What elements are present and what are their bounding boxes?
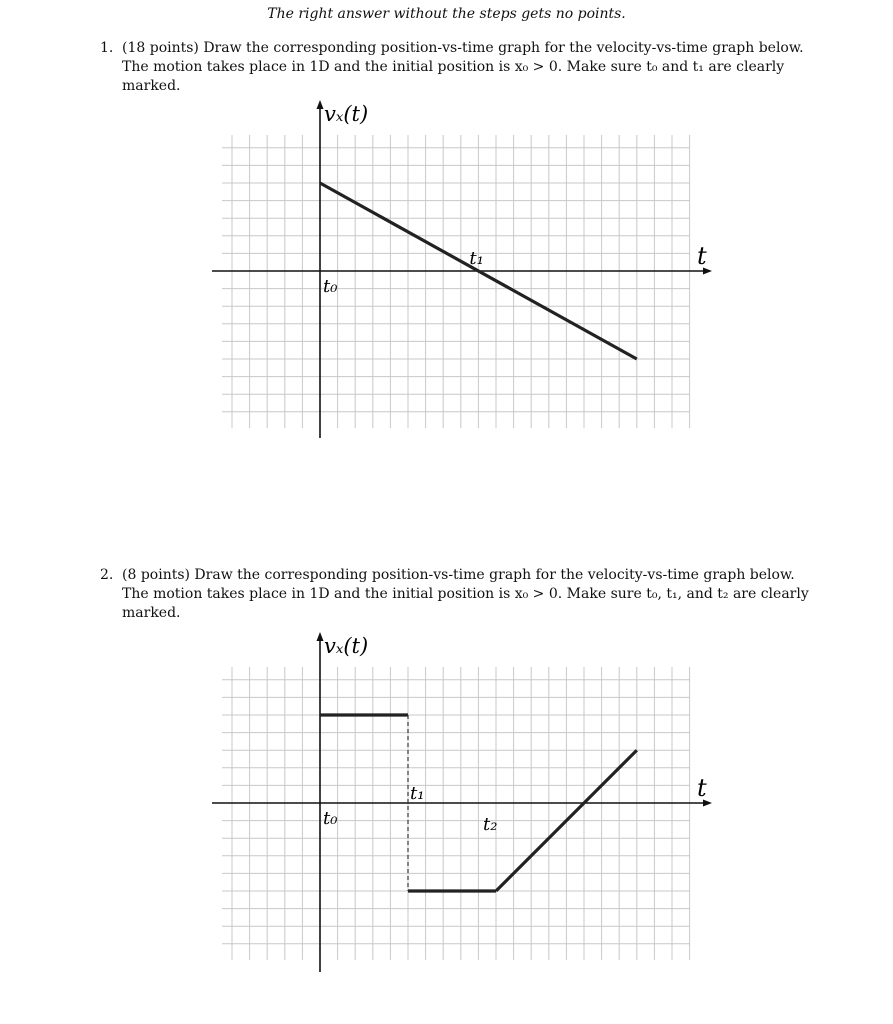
graph-1-grid — [222, 135, 690, 428]
marker-t2-label: t₂ — [483, 814, 498, 835]
marker-t1-label: t₁ — [469, 248, 484, 269]
marker-t0-label: t₀ — [323, 808, 338, 829]
velocity-graph-2 — [212, 632, 712, 972]
question-1-number: 1. — [100, 40, 114, 56]
marker-t0-label: t₀ — [323, 276, 338, 297]
question-1-text: (18 points) Draw the corresponding position-vs-time graph for the velocity-vs-time graph below. The motion takes place in 1D and the initial position is x₀ > 0. Make sure t₀ and t₁ are clearly marked. — [122, 40, 804, 94]
x-axis-label: t — [697, 774, 707, 802]
marker-t1-label: t₁ — [410, 783, 425, 804]
y-axis-arrowhead — [317, 632, 324, 641]
y-axis-arrowhead — [317, 100, 324, 109]
y-axis-label: vₓ(t) — [324, 102, 369, 126]
graph-2-grid — [222, 667, 690, 960]
y-axis-label: vₓ(t) — [324, 634, 369, 658]
x-axis-label: t — [697, 242, 707, 270]
velocity-graph-1 — [212, 100, 712, 438]
instructions-note: The right answer without the steps gets no points. — [267, 6, 626, 22]
question-2-text: (8 points) Draw the corresponding position-vs-time graph for the velocity-vs-time graph below. The motion takes place in 1D and the initial position is x₀ > 0. Make sure t₀, t₁, and t₂ are clearly marked. — [122, 567, 809, 621]
question-2-number: 2. — [100, 567, 114, 583]
